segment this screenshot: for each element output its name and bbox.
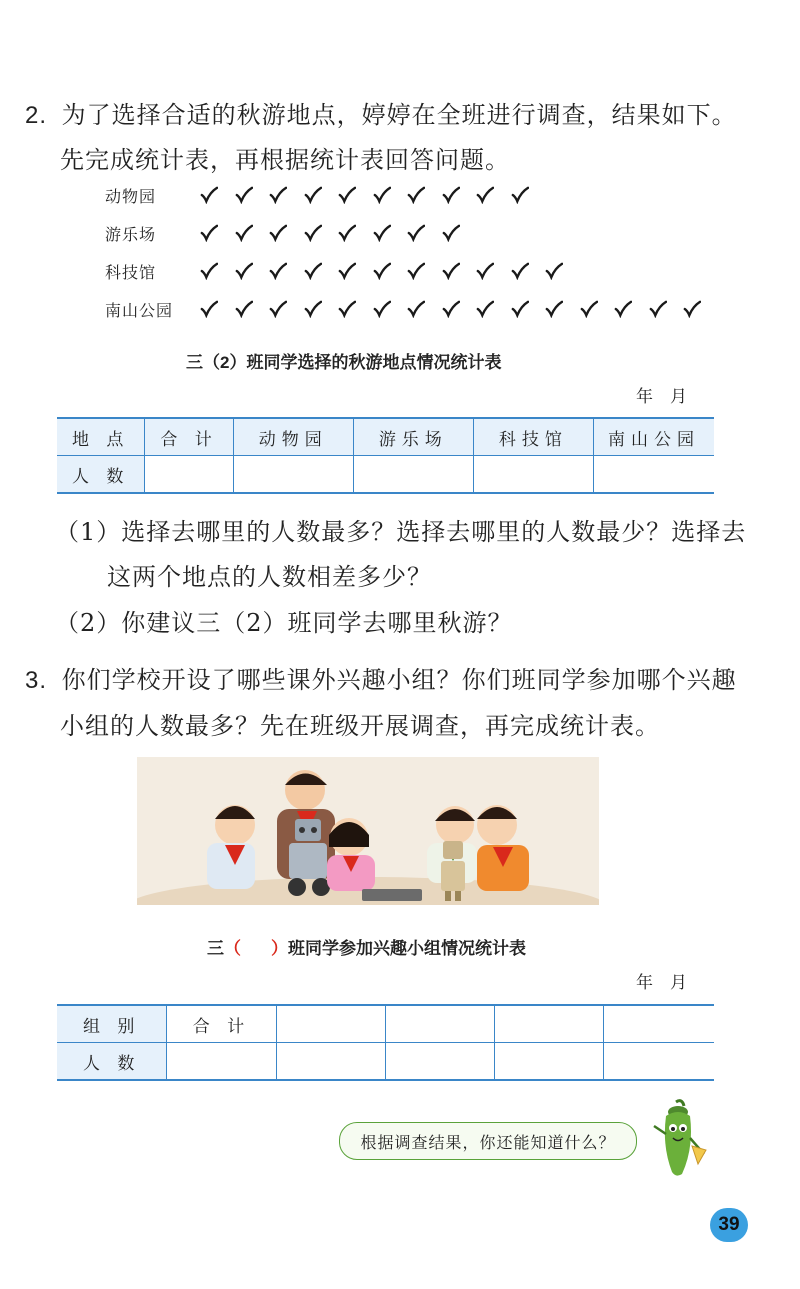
q3-text-line2: 小组的人数最多？先在班级开展调查，再完成统计表。 [60,712,660,740]
check-mark-icon [407,183,442,207]
tally-row [105,256,580,286]
check-mark-icon [373,297,408,321]
q3-answer-cell[interactable] [603,1043,714,1081]
check-mark-icon [200,183,235,207]
q3-number: 3. [25,667,48,694]
check-mark-icon [338,259,373,283]
check-mark-icon [269,259,304,283]
q3-table-header-row [57,1005,714,1043]
check-mark-icon [200,221,235,245]
q2-sub1-line2: 这两个地点的人数相差多少？ [107,563,432,591]
check-mark-icon [683,297,718,321]
q2-line1 [25,95,737,130]
q3-title-paren-open: （ [224,939,241,958]
q3-header-blank[interactable] [385,1005,494,1043]
illustration-kids-robot [137,757,599,905]
q3-table-title [207,934,526,959]
check-mark-icon [442,183,477,207]
q2-number: 2. [25,102,48,129]
q3-answer-cell[interactable] [494,1043,603,1081]
check-mark-icon [304,183,339,207]
check-mark-icon [373,221,408,245]
q2-date-label: 年 月 [636,387,687,407]
check-mark-icon [235,259,270,283]
check-mark-icon [373,183,408,207]
pepper-mascot-drawing [648,1098,708,1180]
q2-text-line1: 为了选择合适的秋游地点，婷婷在全班进行调查，结果如下。 [61,101,737,129]
check-mark-icon [200,259,235,283]
q3-header-blank[interactable] [494,1005,603,1043]
tally-label: 动物园 [105,186,157,206]
check-mark-icon [545,297,580,321]
check-mark-icon [269,297,304,321]
q2-header-cell: 游乐场 [353,418,473,456]
check-mark-icon [545,259,580,283]
q2-row-label: 人 数 [57,456,145,494]
q2-header-cell: 动物园 [233,418,353,456]
q3-header-blank[interactable] [603,1005,714,1043]
q2-header-cell: 合 计 [145,418,233,456]
q2-answer-cell[interactable] [593,456,714,494]
check-mark-icon [649,297,684,321]
check-mark-icon [407,221,442,245]
tally-ticks [200,183,545,207]
check-mark-icon [373,259,408,283]
tally-ticks [200,297,718,321]
q3-line1 [25,660,737,695]
tally-ticks [200,259,580,283]
q3-header-blank[interactable] [276,1005,385,1043]
tally-row [105,294,718,324]
check-mark-icon [476,297,511,321]
q3-title-paren-close: ） [271,939,288,958]
check-mark-icon [235,221,270,245]
tally-label: 南山公园 [105,300,174,320]
check-mark-icon [442,221,477,245]
q2-table-count-row [57,456,714,494]
q2-header-cell: 科技馆 [473,418,593,456]
q2-text-line2: 先完成统计表，再根据统计表回答问题。 [60,146,510,174]
q3-text-line1: 你们学校开设了哪些课外兴趣小组？你们班同学参加哪个兴趣 [61,666,737,694]
check-mark-icon [304,259,339,283]
q3-date-label: 年 月 [636,973,687,993]
check-mark-icon [580,297,615,321]
check-mark-icon [304,221,339,245]
check-mark-icon [511,183,546,207]
q3-row-label: 人 数 [57,1043,167,1081]
q3-table-count-row [57,1043,714,1081]
q3-header-cell: 组 别 [57,1005,167,1043]
tally-row [105,218,476,248]
q2-sub1-label: （1） [55,518,122,546]
q2-answer-cell[interactable] [473,456,593,494]
q2-sub2-label: （2） [55,609,122,637]
q3-title-prefix: 三 [207,939,224,958]
q2-answer-cell[interactable] [353,456,473,494]
check-mark-icon [407,259,442,283]
q2-table-title: 三（2）班同学选择的秋游地点情况统计表 [186,353,502,372]
q2-sub1-line1 [55,512,746,547]
check-mark-icon [338,221,373,245]
check-mark-icon [476,183,511,207]
q2-answer-cell[interactable] [233,456,353,494]
page-number: 39 [710,1208,748,1242]
check-mark-icon [511,297,546,321]
check-mark-icon [407,297,442,321]
check-mark-icon [442,259,477,283]
check-mark-icon [304,297,339,321]
check-mark-icon [338,297,373,321]
q3-answer-cell[interactable] [385,1043,494,1081]
q2-sub1-text: 选择去哪里的人数最多？选择去哪里的人数最少？选择去 [121,518,747,546]
q2-table-header-row [57,418,714,456]
q3-title-suffix: 班同学参加兴趣小组情况统计表 [288,939,526,958]
q2-sub2 [55,603,513,638]
q2-header-cell: 地 点 [57,418,145,456]
check-mark-icon [269,221,304,245]
tally-label: 科技馆 [105,262,157,282]
q2-stat-table [57,417,714,494]
check-mark-icon [200,297,235,321]
check-mark-icon [476,259,511,283]
tally-ticks [200,221,476,245]
check-mark-icon [442,297,477,321]
check-mark-icon [614,297,649,321]
q2-header-cell: 南山公园 [593,418,714,456]
check-mark-icon [338,183,373,207]
tally-label: 游乐场 [105,224,157,244]
check-mark-icon [235,297,270,321]
illustration-drawing [137,757,599,905]
q2-answer-cell[interactable] [145,456,233,494]
q3-answer-cell[interactable] [276,1043,385,1081]
tally-row [105,180,545,210]
q2-sub2-text: 你建议三（2）班同学去哪里秋游？ [121,609,513,637]
check-mark-icon [235,183,270,207]
q3-stat-table [57,1004,714,1081]
tip-bubble: 根据调查结果，你还能知道什么？ [339,1122,637,1160]
check-mark-icon [269,183,304,207]
q3-answer-cell[interactable] [167,1043,276,1081]
check-mark-icon [511,259,546,283]
q3-header-cell: 合 计 [167,1005,276,1043]
pepper-mascot-icon [648,1098,708,1180]
